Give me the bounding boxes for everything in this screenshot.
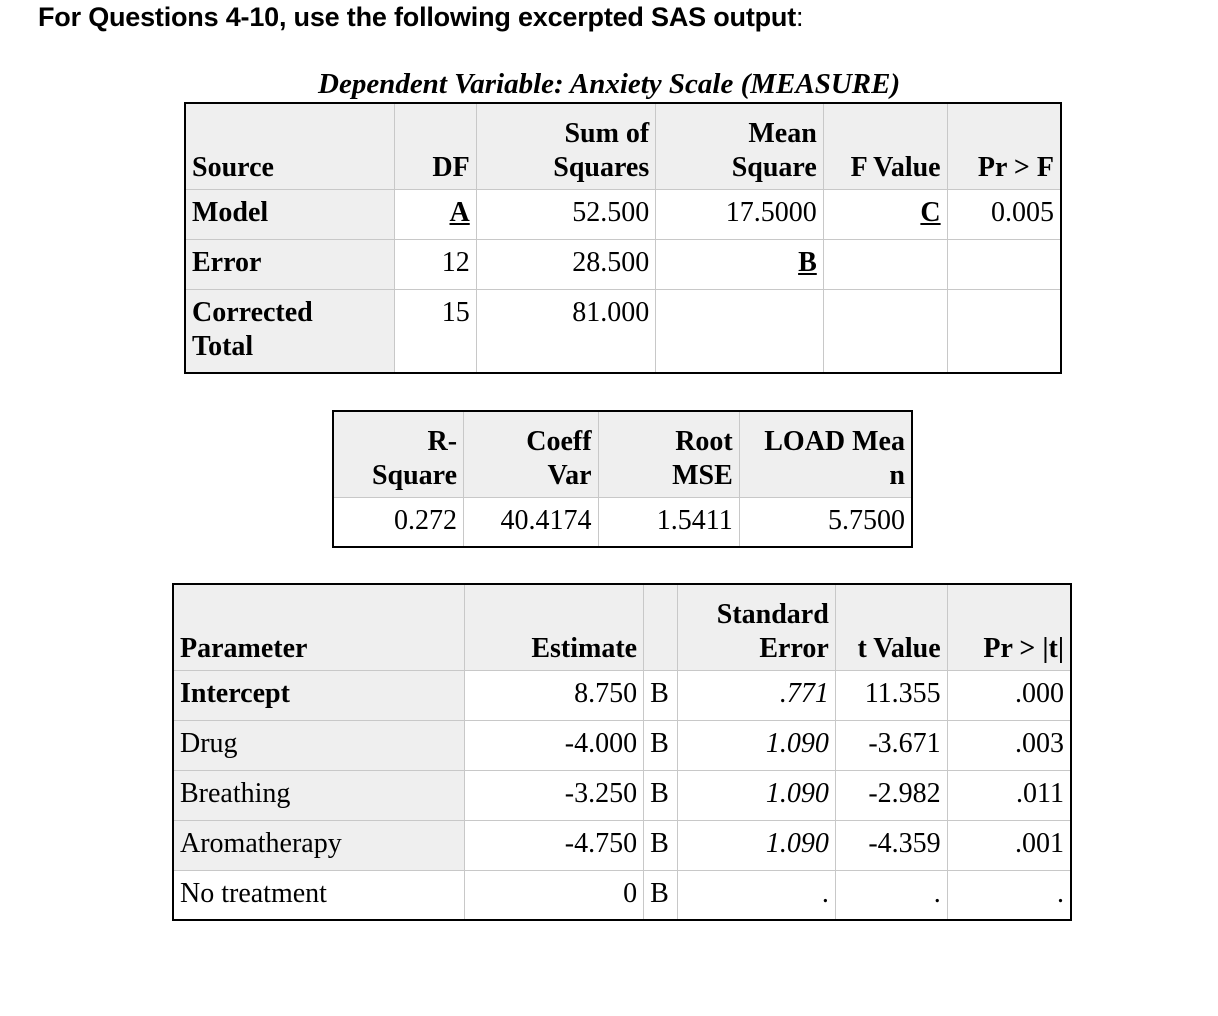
header-sum-of-squares: Sum of Squares — [476, 103, 656, 189]
header-pr-t: Pr > |t| — [947, 584, 1071, 670]
param-name: Aromatherapy — [173, 820, 464, 870]
fit-header-row — [333, 411, 912, 497]
r-square-value: 0.272 — [333, 497, 464, 547]
dependent-variable-title: Dependent Variable: Anxiety Scale (MEASURE) — [318, 68, 901, 100]
param-row-no-treatment — [173, 870, 1071, 920]
param-name: Drug — [173, 720, 464, 770]
header-mean-square: Mean Square — [656, 103, 824, 189]
header-t-value: t Value — [835, 584, 947, 670]
param-row-drug — [173, 720, 1071, 770]
f-cell — [823, 289, 947, 373]
t-cell: -2.982 — [835, 770, 947, 820]
params-header-row — [173, 584, 1071, 670]
se-cell: 1.090 — [678, 720, 836, 770]
header-df: DF — [394, 103, 476, 189]
p-cell: 0.005 — [947, 189, 1061, 239]
estimate-cell: -3.250 — [464, 770, 644, 820]
anova-table — [184, 102, 1062, 374]
anova-row-corrected-total — [185, 289, 1061, 373]
t-cell: 11.355 — [835, 670, 947, 720]
root-mse-value: 1.5411 — [598, 497, 739, 547]
ss-cell: 28.500 — [476, 239, 656, 289]
header-coeff-var: Coeff Var — [464, 411, 599, 497]
ms-cell: B — [656, 239, 824, 289]
se-cell: . — [678, 870, 836, 920]
param-name: Breathing — [173, 770, 464, 820]
flag-cell: B — [644, 870, 678, 920]
p-cell: .003 — [947, 720, 1071, 770]
question-heading: For Questions 4-10, use the following excerpted SAS output: — [38, 2, 804, 32]
f-cell — [823, 239, 947, 289]
t-cell: -4.359 — [835, 820, 947, 870]
row-label: Error — [185, 239, 394, 289]
header-pr-f: Pr > F — [947, 103, 1061, 189]
header-root-mse: Root MSE — [598, 411, 739, 497]
estimate-cell: 0 — [464, 870, 644, 920]
header-r-square: R- Square — [333, 411, 464, 497]
se-cell: 1.090 — [678, 770, 836, 820]
ss-cell: 52.500 — [476, 189, 656, 239]
header-parameter: Parameter — [173, 584, 464, 670]
p-cell: .011 — [947, 770, 1071, 820]
parameter-estimates-table — [172, 583, 1072, 921]
param-row-breathing — [173, 770, 1071, 820]
flag-cell: B — [644, 670, 678, 720]
header-flag — [644, 584, 678, 670]
anova-row-error — [185, 239, 1061, 289]
estimate-cell: 8.750 — [464, 670, 644, 720]
row-label: Model — [185, 189, 394, 239]
flag-cell: B — [644, 820, 678, 870]
t-cell: . — [835, 870, 947, 920]
header-load-mean: LOAD Mea n — [739, 411, 912, 497]
p-cell — [947, 289, 1061, 373]
flag-cell: B — [644, 720, 678, 770]
p-cell — [947, 239, 1061, 289]
header-estimate: Estimate — [464, 584, 644, 670]
estimate-cell: -4.750 — [464, 820, 644, 870]
p-cell: .000 — [947, 670, 1071, 720]
header-standard-error: Standard Error — [678, 584, 836, 670]
ms-cell — [656, 289, 824, 373]
load-mean-value: 5.7500 — [739, 497, 912, 547]
row-label: Corrected Total — [185, 289, 394, 373]
estimate-cell: -4.000 — [464, 720, 644, 770]
t-cell: -3.671 — [835, 720, 947, 770]
flag-cell: B — [644, 770, 678, 820]
p-cell: .001 — [947, 820, 1071, 870]
df-cell: 12 — [394, 239, 476, 289]
ms-cell: 17.5000 — [656, 189, 824, 239]
df-cell: A — [394, 189, 476, 239]
fit-statistics-table — [332, 410, 913, 548]
p-cell: . — [947, 870, 1071, 920]
param-name: Intercept — [173, 670, 464, 720]
se-cell: 1.090 — [678, 820, 836, 870]
f-cell: C — [823, 189, 947, 239]
anova-header-row — [185, 103, 1061, 189]
param-name: No treatment — [173, 870, 464, 920]
param-row-intercept — [173, 670, 1071, 720]
param-row-aromatherapy — [173, 820, 1071, 870]
header-f-value: F Value — [823, 103, 947, 189]
df-cell: 15 — [394, 289, 476, 373]
anova-row-model — [185, 189, 1061, 239]
fit-values-row — [333, 497, 912, 547]
ss-cell: 81.000 — [476, 289, 656, 373]
coeff-var-value: 40.4174 — [464, 497, 599, 547]
se-cell: .771 — [678, 670, 836, 720]
header-source: Source — [185, 103, 394, 189]
